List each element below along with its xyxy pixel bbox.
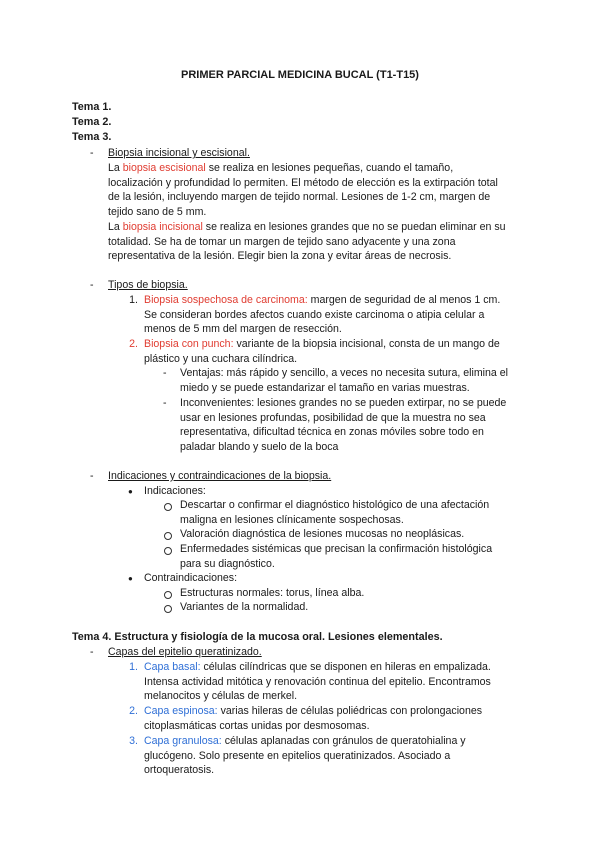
label-indicaciones: Indicaciones: — [144, 485, 206, 497]
list-item-biopsia-punch: Biopsia con punch: variante de la biopsia incisional, consta de un mango de plástico y una cuchara cilíndrica. — [144, 338, 500, 365]
list-item-indicacion-2: Valoración diagnóstica de lesiones mucosas no neoplásicas. — [180, 528, 465, 540]
list-item-inconvenientes: Inconvenientes: lesiones grandes no se pueden extirpar, no se puede usar en lesiones profundas, posibilidad de que la muestra no sea representativa, dificultad técnica en zonas móviles sobre todo en paladar blando y suelo de la boca — [180, 397, 507, 453]
dash-bullet: - — [90, 147, 94, 159]
term-biopsia-punch: Biopsia con punch: — [144, 338, 234, 350]
label-contraindicaciones: Contraindicaciones: — [144, 572, 238, 584]
disc-bullet: ● — [128, 487, 133, 496]
term-biopsia-escisional: biopsia escisional — [122, 162, 206, 174]
circle-bullet — [164, 605, 172, 613]
term-biopsia-sospechosa: Biopsia sospechosa de carcinoma: — [144, 294, 308, 306]
term-biopsia-incisional: biopsia incisional — [122, 221, 203, 233]
dash-bullet: - — [163, 367, 167, 379]
section-heading-biopsia-incisional: Biopsia incisional y escisional. — [108, 147, 250, 159]
term-capa-basal: Capa basal: — [144, 661, 201, 673]
list-number: 1. — [129, 294, 138, 306]
dash-bullet: - — [90, 470, 94, 482]
list-number: 1. — [129, 661, 138, 673]
tema-4-heading: Tema 4. Estructura y fisiología de la mucosa oral. Lesiones elementales. — [72, 631, 443, 643]
list-item-ventajas: Ventajas: más rápido y sencillo, a veces no necesita sutura, elimina el miedo y se puede estandarizar el tamaño en varias muestras. — [180, 367, 508, 394]
list-item-capa-espinosa: Capa espinosa: varias hileras de células poliédricas con prolongaciones citoplasmáticas cortas unidas por desmosomas. — [144, 705, 483, 732]
list-number: 2. — [129, 705, 138, 717]
dash-bullet: - — [90, 279, 94, 291]
term-capa-espinosa: Capa espinosa: — [144, 705, 218, 717]
dash-bullet: - — [163, 397, 167, 409]
circle-bullet — [164, 532, 172, 540]
list-number: 3. — [129, 735, 138, 747]
circle-bullet — [164, 591, 172, 599]
tema-2-heading: Tema 2. — [72, 116, 112, 128]
circle-bullet — [164, 503, 172, 511]
list-item-contraindicacion-2: Variantes de la normalidad. — [180, 601, 309, 613]
tema-1-heading: Tema 1. — [72, 101, 112, 113]
circle-bullet — [164, 547, 172, 555]
term-capa-granulosa: Capa granulosa: — [144, 735, 222, 747]
dash-bullet: - — [90, 646, 94, 658]
list-item-capa-basal: Capa basal: células cilíndricas que se disponen en hileras en empalizada. Intensa actividad mitótica y renovación continua del epitelio. Encontramos melanocitos y células de merkel. — [144, 661, 491, 703]
section-heading-tipos-biopsia: Tipos de biopsia. — [108, 279, 188, 291]
paragraph-biopsia-escisional: La biopsia escisional se realiza en lesiones pequeñas, cuando el tamaño, localización y profundidad lo permiten. El método de elección es la extirpación total de la lesión, incluyendo margen de tejido normal. Lesiones de 1-2 cm, margen de tejido sano de 5 mm. — [108, 162, 498, 218]
page-title: PRIMER PARCIAL MEDICINA BUCAL (T1-T15) — [181, 69, 419, 81]
list-item-capa-granulosa: Capa granulosa: células aplanadas con gránulos de queratohialina y glucógeno. Solo presente en epitelios queratinizados. Asociado a ortoqueratosis. — [144, 735, 466, 777]
section-heading-capas-epitelio: Capas del epitelio queratinizado. — [108, 646, 262, 658]
disc-bullet: ● — [128, 574, 133, 583]
list-item-contraindicacion-1: Estructuras normales: torus, línea alba. — [180, 587, 365, 599]
list-number: 2. — [129, 338, 138, 350]
list-item-indicacion-1: Descartar o confirmar el diagnóstico histológico de una afectación maligna en lesiones clínicamente sospechosas. — [180, 499, 490, 526]
tema-3-heading: Tema 3. — [72, 131, 112, 143]
list-item-biopsia-sospechosa: Biopsia sospechosa de carcinoma: margen de seguridad de al menos 1 cm. Se consideran bordes afectos cuando existe carcinoma o atipia celular a menos de 5 mm del margen de resección. — [144, 294, 501, 336]
section-heading-indicaciones: Indicaciones y contraindicaciones de la biopsia. — [108, 470, 332, 482]
paragraph-biopsia-incisional: La biopsia incisional se realiza en lesiones grandes que no se puedan eliminar en su totalidad. Se ha de tomar un margen de tejido sano adyacente y una zona representativa de la lesión. Elegir bien la zona y evitar áreas de necrosis. — [108, 221, 506, 263]
list-item-indicacion-3: Enfermedades sistémicas que precisan la confirmación histológica para su diagnóstico. — [180, 543, 493, 570]
